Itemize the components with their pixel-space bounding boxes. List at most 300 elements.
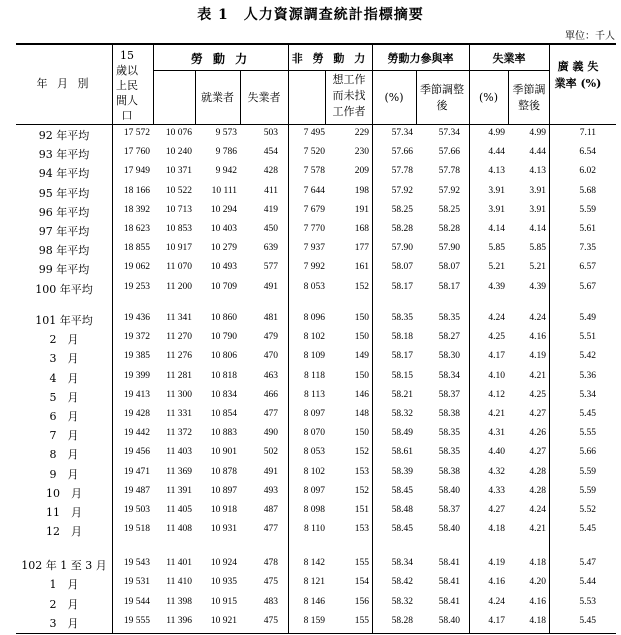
table-cell: 10 917 — [165, 243, 192, 254]
table-cell: 58.25 — [438, 204, 460, 215]
table-cell: 58.37 — [438, 389, 460, 400]
table-cell: 4.17 — [488, 615, 505, 626]
table-cell: 4.10 — [488, 370, 505, 381]
table-cell: 18 623 — [123, 224, 150, 234]
table-cell: 428 — [263, 166, 278, 177]
table-cell: 153 — [354, 524, 369, 535]
table-cell: 150 — [354, 428, 369, 439]
table-cell: 4.39 — [488, 281, 505, 292]
table-cell: 11 410 — [166, 577, 192, 588]
table-cell: 9 942 — [215, 166, 237, 177]
table-cell: 4.24 — [488, 596, 505, 607]
row-label: 3 月 — [49, 616, 79, 630]
table-cell: 58.28 — [438, 224, 460, 234]
col-header-unemployed: 失業者 — [247, 91, 281, 104]
col-header-participation-sa: 季節調整後 — [420, 83, 464, 112]
table-cell: 639 — [263, 243, 278, 254]
table-cell: 58.32 — [391, 596, 413, 607]
table-cell: 577 — [263, 262, 278, 273]
table-cell: 5.55 — [579, 428, 596, 439]
table-cell: 58.28 — [391, 224, 413, 234]
table-cell: 19 442 — [123, 428, 150, 439]
table-cell: 19 543 — [123, 558, 150, 568]
table-cell: 19 385 — [123, 351, 150, 362]
table-cell: 150 — [354, 332, 369, 343]
table-cell: 11 200 — [166, 281, 192, 292]
table-cell: 6.57 — [579, 262, 596, 273]
table-cell: 9 573 — [215, 128, 237, 138]
table-cell: 5.85 — [488, 243, 505, 254]
table-cell: 470 — [263, 351, 278, 362]
col-header-labor-force: 勞 動 力 — [190, 52, 251, 66]
header-subdivider — [508, 70, 509, 124]
row-label: 100 年平均 — [35, 282, 93, 296]
table-cell: 3.91 — [488, 204, 505, 215]
table-cell: 4.20 — [529, 577, 546, 588]
table-cell: 5.47 — [579, 558, 596, 568]
table-cell: 4.32 — [488, 466, 505, 477]
table-cell: 19 471 — [123, 466, 150, 477]
table-cell: 4.18 — [529, 615, 546, 626]
table-cell: 10 279 — [210, 243, 237, 254]
table-cell: 17 760 — [123, 147, 150, 158]
row-label: 5 月 — [49, 390, 79, 404]
table-cell: 18 855 — [123, 243, 150, 254]
table-cell: 17 572 — [123, 128, 150, 138]
table-cell: 481 — [263, 313, 278, 323]
col-header-unemployment-rate: 失業率 — [492, 52, 526, 65]
table-cell: 5.59 — [579, 204, 596, 215]
table-cell: 58.39 — [391, 466, 413, 477]
table-cell: 8 102 — [303, 466, 325, 477]
table-cell: 10 294 — [210, 204, 237, 215]
table-cell: 58.38 — [438, 466, 460, 477]
table-cell: 4.21 — [529, 370, 546, 381]
table-cell: 483 — [263, 596, 278, 607]
row-label: 1 月 — [49, 578, 79, 592]
table-cell: 58.35 — [438, 428, 460, 439]
table-cell: 11 405 — [166, 505, 192, 515]
table-cell: 5.66 — [579, 447, 596, 458]
table-cell: 411 — [264, 185, 278, 196]
row-label: 96 年平均 — [38, 205, 90, 219]
table-cell: 475 — [263, 577, 278, 588]
table-bottom-rule — [16, 633, 616, 634]
table-cell: 7 679 — [303, 204, 325, 215]
table-cell: 17 949 — [123, 166, 150, 177]
table-cell: 58.37 — [438, 505, 460, 515]
row-label: 10 月 — [46, 486, 82, 500]
row-label: 3 月 — [49, 352, 79, 366]
table-cell: 8 070 — [303, 428, 325, 439]
table-cell: 191 — [354, 204, 369, 215]
table-cell: 3.91 — [529, 204, 546, 215]
col-header-pop15: 15歲以上民間人口 — [116, 49, 138, 122]
table-cell: 7 770 — [303, 224, 325, 234]
table-cell: 10 834 — [210, 389, 237, 400]
table-cell: 10 240 — [165, 147, 192, 158]
table-cell: 57.92 — [391, 185, 413, 196]
table-cell: 152 — [354, 485, 369, 496]
table-cell: 4.99 — [529, 128, 546, 138]
header-split — [372, 70, 469, 71]
col-divider — [372, 44, 373, 633]
row-label: 8 月 — [49, 448, 79, 462]
table-cell: 19 399 — [123, 370, 150, 381]
table-cell: 8 121 — [303, 577, 325, 588]
table-cell: 11 391 — [166, 485, 192, 496]
table-cell: 230 — [354, 147, 369, 158]
table-cell: 11 300 — [166, 389, 192, 400]
table-cell: 11 369 — [166, 466, 192, 477]
table-cell: 148 — [354, 409, 369, 419]
row-label: 2 月 — [49, 333, 79, 347]
table-cell: 150 — [354, 313, 369, 323]
table-cell: 19 518 — [123, 524, 150, 535]
table-cell: 8 102 — [303, 332, 325, 343]
col-header-unemployment-percent: (%) — [478, 91, 499, 104]
row-label: 12 月 — [46, 525, 82, 539]
row-label: 99 年平均 — [38, 263, 90, 277]
table-cell: 4.39 — [529, 281, 546, 292]
table-cell: 58.40 — [438, 485, 460, 496]
table-cell: 5.21 — [529, 262, 546, 273]
table-cell: 4.24 — [488, 313, 505, 323]
table-cell: 7 578 — [303, 166, 325, 177]
table-cell: 58.32 — [391, 409, 413, 419]
table-cell: 57.34 — [391, 128, 413, 138]
table-cell: 3.91 — [529, 185, 546, 196]
table-cell: 58.48 — [391, 505, 413, 515]
table-cell: 8 159 — [303, 615, 325, 626]
unit-label: 單位：千人 — [565, 31, 615, 42]
table-cell: 10 883 — [210, 428, 237, 439]
table-cell: 4.16 — [529, 332, 546, 343]
table-cell: 58.35 — [438, 447, 460, 458]
table-cell: 7.11 — [579, 128, 596, 138]
table-cell: 4.44 — [529, 147, 546, 158]
table-cell: 7 520 — [303, 147, 325, 158]
table-cell: 466 — [263, 389, 278, 400]
table-cell: 57.66 — [391, 147, 413, 158]
table-cell: 4.18 — [529, 558, 546, 568]
table-cell: 5.52 — [579, 505, 596, 515]
table-cell: 57.34 — [438, 128, 460, 138]
row-label: 4 月 — [49, 371, 79, 385]
row-label: 92 年平均 — [38, 129, 90, 142]
table-cell: 19 456 — [123, 447, 150, 458]
row-label: 11 月 — [46, 506, 82, 519]
col-header-not-labor-force: 非 勞 動 力 — [291, 52, 369, 65]
table-cell: 198 — [354, 185, 369, 196]
table-cell: 4.19 — [529, 351, 546, 362]
table-cell: 10 709 — [210, 281, 237, 292]
table-cell: 10 921 — [210, 615, 237, 626]
col-header-unemployment-sa: 季節調整後 — [512, 83, 546, 112]
col-divider — [112, 44, 113, 633]
table-cell: 10 854 — [210, 409, 237, 419]
table-cell: 155 — [354, 615, 369, 626]
table-cell: 58.17 — [391, 351, 413, 362]
table-cell: 58.35 — [391, 313, 413, 323]
table-cell: 5.59 — [579, 466, 596, 477]
header-subdivider — [416, 70, 417, 124]
table-cell: 58.17 — [391, 281, 413, 292]
table-cell: 152 — [354, 281, 369, 292]
table-cell: 19 531 — [123, 577, 150, 588]
table-cell: 8 097 — [303, 409, 325, 419]
table-cell: 5.49 — [579, 313, 596, 323]
table-cell: 4.25 — [488, 332, 505, 343]
row-label: 101 年平均 — [35, 314, 93, 327]
table-cell: 6.54 — [579, 147, 596, 158]
table-cell: 5.59 — [579, 485, 596, 496]
row-label: 95 年平均 — [38, 186, 90, 200]
table-cell: 5.85 — [529, 243, 546, 254]
table-cell: 11 070 — [166, 262, 192, 273]
row-label: 98 年平均 — [38, 244, 90, 258]
table-cell: 19 544 — [123, 596, 150, 607]
table-cell: 10 111 — [211, 185, 237, 196]
col-divider — [288, 44, 289, 633]
table-top-rule — [16, 43, 616, 45]
table-cell: 161 — [354, 262, 369, 273]
table-cell: 491 — [263, 281, 278, 292]
table-cell: 6.02 — [579, 166, 596, 177]
table-cell: 4.24 — [529, 313, 546, 323]
table-cell: 10 860 — [210, 313, 237, 323]
table-cell: 58.28 — [391, 615, 413, 626]
table-cell: 5.45 — [579, 409, 596, 419]
table-cell: 168 — [354, 224, 369, 234]
table-cell: 8 096 — [303, 313, 325, 323]
table-cell: 4.25 — [529, 389, 546, 400]
table-cell: 463 — [263, 370, 278, 381]
table-cell: 58.45 — [391, 485, 413, 496]
col-divider — [469, 44, 470, 633]
table-cell: 5.36 — [579, 370, 596, 381]
table-cell: 7 992 — [303, 262, 325, 273]
table-cell: 11 372 — [166, 428, 192, 439]
table-cell: 7 644 — [303, 185, 325, 196]
table-cell: 10 790 — [210, 332, 237, 343]
table-cell: 5.44 — [579, 577, 596, 588]
table-cell: 58.40 — [438, 615, 460, 626]
table-cell: 151 — [354, 505, 369, 515]
header-subdivider — [325, 70, 326, 124]
table-cell: 152 — [354, 447, 369, 458]
table-cell: 150 — [354, 370, 369, 381]
table-cell: 58.34 — [438, 370, 460, 381]
table-cell: 57.66 — [438, 147, 460, 158]
table-cell: 5.45 — [579, 615, 596, 626]
table-cell: 4.31 — [488, 428, 505, 439]
table-cell: 10 924 — [210, 558, 237, 568]
table-cell: 8 097 — [303, 485, 325, 496]
table-cell: 8 109 — [303, 351, 325, 362]
table-cell: 19 062 — [123, 262, 150, 273]
table-cell: 57.92 — [438, 185, 460, 196]
table-cell: 4.12 — [488, 389, 505, 400]
table-cell: 11 403 — [166, 447, 192, 458]
table-cell: 450 — [263, 224, 278, 234]
table-cell: 491 — [263, 466, 278, 477]
table-cell: 11 276 — [166, 351, 192, 362]
table-cell: 58.21 — [391, 389, 413, 400]
table-cell: 58.40 — [438, 524, 460, 535]
table-cell: 155 — [354, 558, 369, 568]
table-cell: 4.40 — [488, 447, 505, 458]
table-cell: 5.42 — [579, 351, 596, 362]
table-cell: 478 — [263, 558, 278, 568]
row-label: 102 年 1 至 3 月 — [21, 559, 107, 572]
table-cell: 10 076 — [165, 128, 192, 138]
table-cell: 454 — [263, 147, 278, 158]
table-cell: 153 — [354, 466, 369, 477]
table-cell: 4.16 — [529, 596, 546, 607]
table-cell: 10 818 — [210, 370, 237, 381]
col-header-participation-rate: 勞動力參與率 — [387, 52, 454, 65]
table-cell: 19 372 — [123, 332, 150, 343]
table-cell: 209 — [354, 166, 369, 177]
table-cell: 5.61 — [579, 224, 596, 234]
col-header-participation-percent: (%) — [384, 91, 404, 104]
table-cell: 10 901 — [210, 447, 237, 458]
table-cell: 3.91 — [488, 185, 505, 196]
table-cell: 10 371 — [165, 166, 192, 177]
table-cell: 4.26 — [529, 428, 546, 439]
table-cell: 4.16 — [488, 577, 505, 588]
table-cell: 4.33 — [488, 485, 505, 496]
table-cell: 4.27 — [488, 505, 505, 515]
table-cell: 19 487 — [123, 485, 150, 496]
table-cell: 10 915 — [210, 596, 237, 607]
table-cell: 58.18 — [391, 332, 413, 343]
table-cell: 11 270 — [166, 332, 192, 343]
table-cell: 19 503 — [123, 505, 150, 515]
table-cell: 19 428 — [123, 409, 150, 419]
table-cell: 10 806 — [210, 351, 237, 362]
table-cell: 5.51 — [579, 332, 596, 343]
table-cell: 154 — [354, 577, 369, 588]
table-cell: 5.45 — [579, 524, 596, 535]
col-header-employed: 就業者 — [201, 91, 234, 104]
table-cell: 57.90 — [438, 243, 460, 254]
table-cell: 8 142 — [303, 558, 325, 568]
table-cell: 4.13 — [488, 166, 505, 177]
table-cell: 8 053 — [303, 281, 325, 292]
table-cell: 490 — [263, 428, 278, 439]
row-label: 93 年平均 — [38, 148, 90, 162]
table-cell: 58.45 — [391, 524, 413, 535]
table-cell: 58.42 — [391, 577, 413, 588]
table-cell: 57.90 — [391, 243, 413, 254]
col-header-period: 年 月 別 — [36, 77, 92, 90]
table-cell: 58.41 — [438, 596, 460, 607]
table-cell: 58.27 — [438, 332, 460, 343]
row-label: 9 月 — [49, 467, 79, 481]
header-split — [469, 70, 549, 71]
table-cell: 5.21 — [488, 262, 505, 273]
table-cell: 8 110 — [303, 524, 325, 535]
table-cell: 8 146 — [303, 596, 325, 607]
table-cell: 4.28 — [529, 466, 546, 477]
table-cell: 4.21 — [529, 524, 546, 535]
table-cell: 18 392 — [123, 204, 150, 215]
col-divider — [549, 44, 550, 633]
table-cell: 58.34 — [391, 558, 413, 568]
table-cell: 58.15 — [391, 370, 413, 381]
table-cell: 10 897 — [210, 485, 237, 496]
table-cell: 10 713 — [165, 204, 192, 215]
table-cell: 4.13 — [529, 166, 546, 177]
table-cell: 477 — [263, 409, 278, 419]
table-cell: 58.41 — [438, 577, 460, 588]
table-cell: 146 — [354, 389, 369, 400]
row-label: 94 年平均 — [38, 167, 90, 181]
table-cell: 10 403 — [210, 224, 237, 234]
col-header-want-work: 想工作而未找工作者 — [332, 73, 366, 118]
table-cell: 10 878 — [210, 466, 237, 477]
table-cell: 156 — [354, 596, 369, 607]
table-cell: 18 166 — [123, 185, 150, 196]
table-cell: 4.18 — [488, 524, 505, 535]
table-cell: 5.67 — [579, 281, 596, 292]
table-cell: 8 118 — [303, 370, 325, 381]
header-split — [288, 70, 372, 71]
table-cell: 58.35 — [438, 313, 460, 323]
table-cell: 10 853 — [165, 224, 192, 234]
table-cell: 5.68 — [579, 185, 596, 196]
table-cell: 7 495 — [303, 128, 325, 138]
table-cell: 4.19 — [488, 558, 505, 568]
table-cell: 58.61 — [391, 447, 413, 458]
row-label: 6 月 — [49, 410, 79, 423]
table-cell: 8 053 — [303, 447, 325, 458]
table-cell: 58.17 — [438, 281, 460, 292]
table-cell: 5.34 — [579, 389, 596, 400]
table-cell: 57.78 — [391, 166, 413, 177]
table-cell: 11 331 — [166, 409, 192, 419]
table-cell: 58.49 — [391, 428, 413, 439]
table-cell: 4.14 — [529, 224, 546, 234]
table-cell: 58.07 — [391, 262, 413, 273]
table-cell: 57.78 — [438, 166, 460, 177]
table-cell: 503 — [263, 128, 278, 138]
table-cell: 11 341 — [166, 313, 192, 323]
table-cell: 10 522 — [165, 185, 192, 196]
table-cell: 419 — [263, 204, 278, 215]
table-cell: 19 253 — [123, 281, 150, 292]
table-cell: 5.53 — [579, 596, 596, 607]
table-cell: 58.07 — [438, 262, 460, 273]
table-cell: 4.14 — [488, 224, 505, 234]
table-cell: 7.35 — [579, 243, 596, 254]
table-cell: 10 493 — [210, 262, 237, 273]
table-cell: 19 436 — [123, 313, 150, 323]
table-cell: 19 413 — [123, 389, 150, 400]
table-cell: 58.41 — [438, 558, 460, 568]
table-cell: 58.25 — [391, 204, 413, 215]
table-cell: 229 — [354, 128, 369, 138]
table-cell: 8 113 — [303, 389, 325, 400]
row-label: 97 年平均 — [38, 225, 90, 238]
table-cell: 11 401 — [166, 558, 192, 568]
table-cell: 479 — [263, 332, 278, 343]
table-cell: 11 396 — [166, 615, 192, 626]
table-cell: 4.27 — [529, 447, 546, 458]
table-cell: 58.38 — [438, 409, 460, 419]
